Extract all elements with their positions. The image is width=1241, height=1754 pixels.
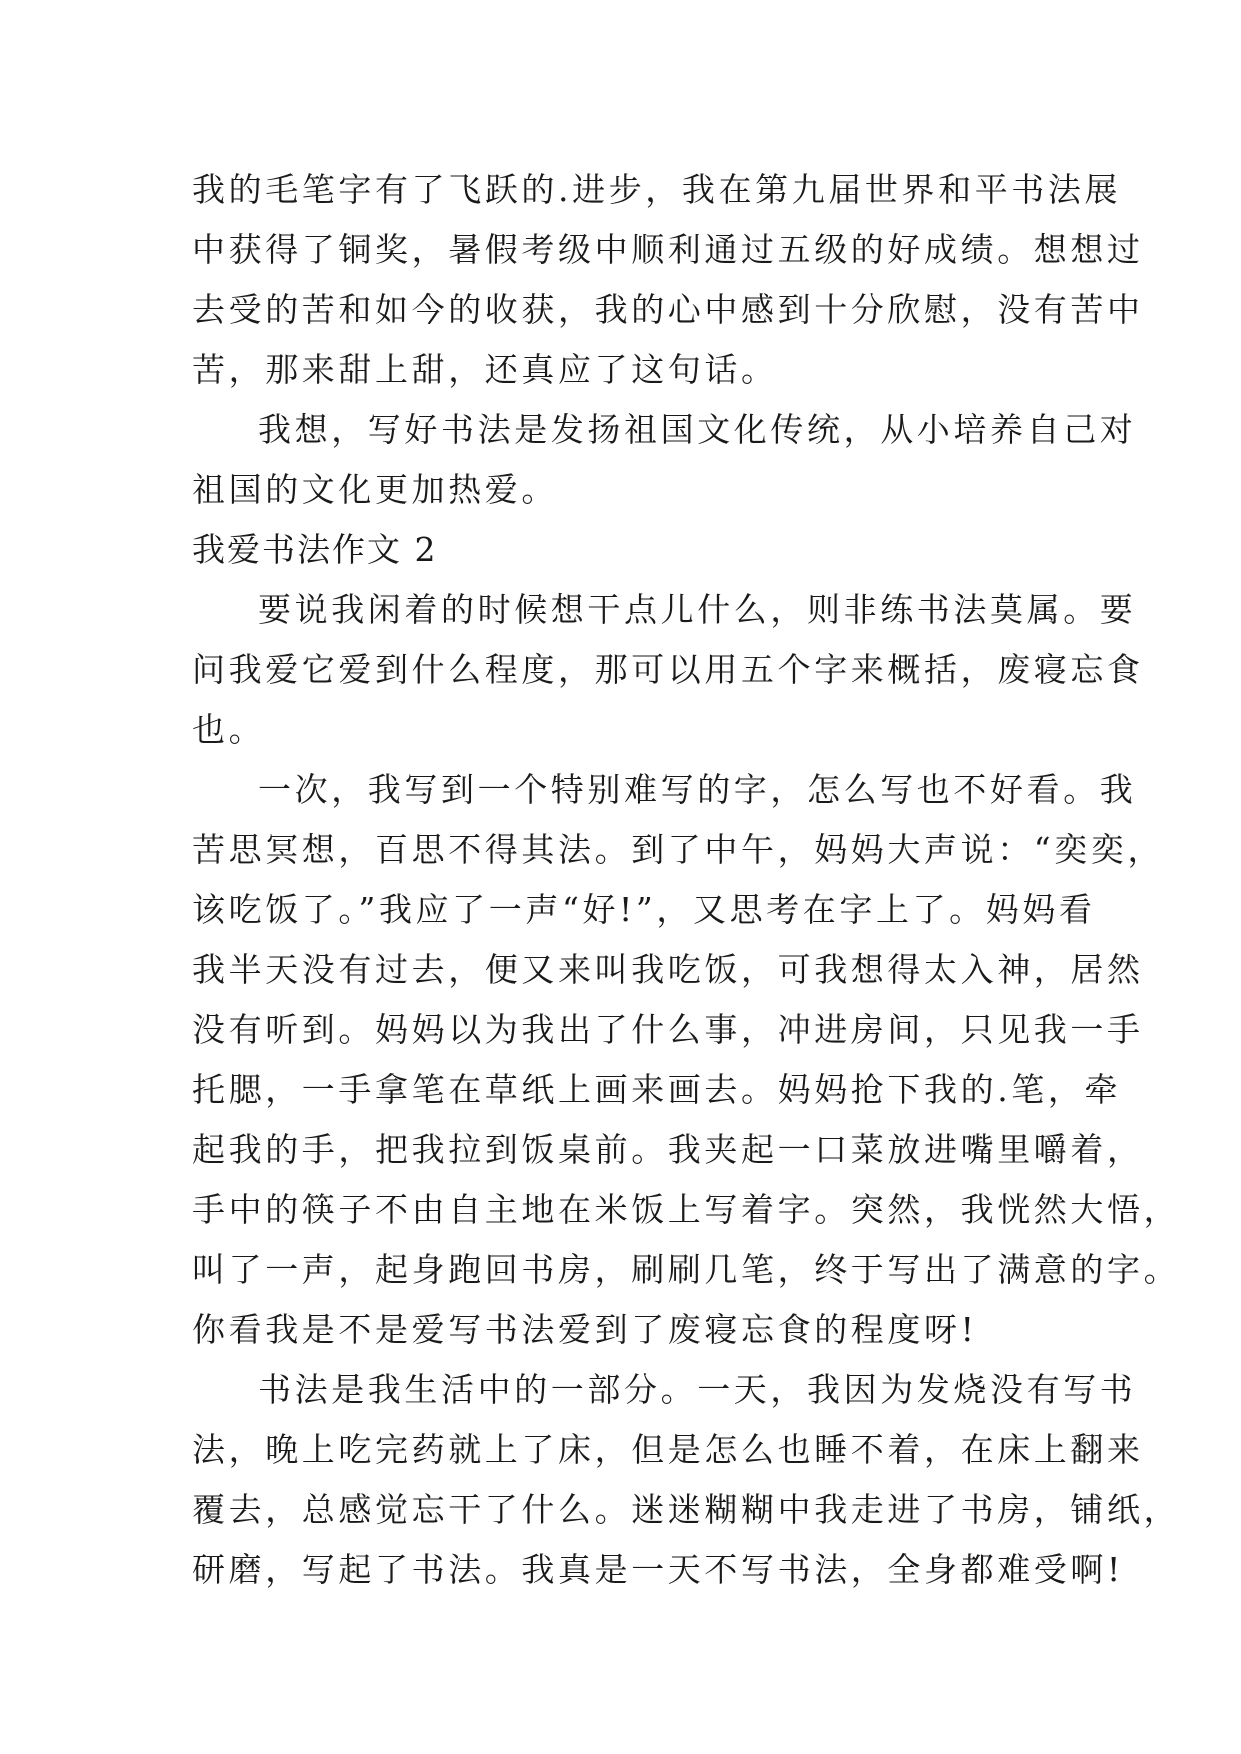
text-line: 研磨，写起了书法。我真是一天不写书法，全身都难受啊!	[192, 1550, 1124, 1589]
text-line: 去受的苦和如今的收获，我的心中感到十分欣慰，没有苦中	[192, 290, 1144, 329]
text-line: 我的毛笔字有了飞跃的.进步，我在第九届世界和平书法展	[192, 170, 1122, 209]
section-heading: 我爱书法作文 2	[192, 530, 438, 569]
text-line: 问我爱它爱到什么程度，那可以用五个字来概括，废寝忘食	[192, 650, 1144, 689]
paragraph-first-line: 一次，我写到一个特别难写的字，怎么写也不好看。我	[258, 770, 1137, 809]
text-line: 起我的手，把我拉到饭桌前。我夹起一口菜放进嘴里嚼着，	[192, 1130, 1144, 1169]
text-line: 托腮，一手拿笔在草纸上画来画去。妈妈抢下我的.笔，牵	[192, 1070, 1122, 1109]
text-line: 没有听到。妈妈以为我出了什么事，冲进房间，只见我一手	[192, 1010, 1144, 1049]
text-line: 该吃饭了。”我应了一声“好!”，又思考在字上了。妈妈看	[192, 890, 1096, 929]
text-line: 也。	[192, 710, 266, 749]
text-line: 你看我是不是爱写书法爱到了废寝忘食的程度呀!	[192, 1310, 978, 1349]
text-line: 手中的筷子不由自主地在米饭上写着字。突然，我恍然大悟，	[192, 1190, 1181, 1229]
text-line: 祖国的文化更加热爱。	[192, 470, 558, 509]
text-line: 苦思冥想，百思不得其法。到了中午，妈妈大声说：“奕奕，	[192, 830, 1165, 869]
paragraph-first-line: 我想，写好书法是发扬祖国文化传统，从小培养自己对	[258, 410, 1137, 449]
text-line: 法，晚上吃完药就上了床，但是怎么也睡不着，在床上翻来	[192, 1430, 1144, 1469]
paragraph-first-line: 书法是我生活中的一部分。一天，我因为发烧没有写书	[258, 1370, 1137, 1409]
text-line: 叫了一声，起身跑回书房，刷刷几笔，终于写出了满意的字。	[192, 1250, 1181, 1289]
text-line: 覆去，总感觉忘干了什么。迷迷糊糊中我走进了书房，铺纸，	[192, 1490, 1181, 1529]
paragraph-first-line: 要说我闲着的时候想干点儿什么，则非练书法莫属。要	[258, 590, 1137, 629]
text-line: 苦，那来甜上甜，还真应了这句话。	[192, 350, 778, 389]
document-body	[192, 160, 1181, 1600]
text-line: 中获得了铜奖，暑假考级中顺利通过五级的好成绩。想想过	[192, 230, 1144, 269]
text-line: 我半天没有过去，便又来叫我吃饭，可我想得太入神，居然	[192, 950, 1144, 989]
